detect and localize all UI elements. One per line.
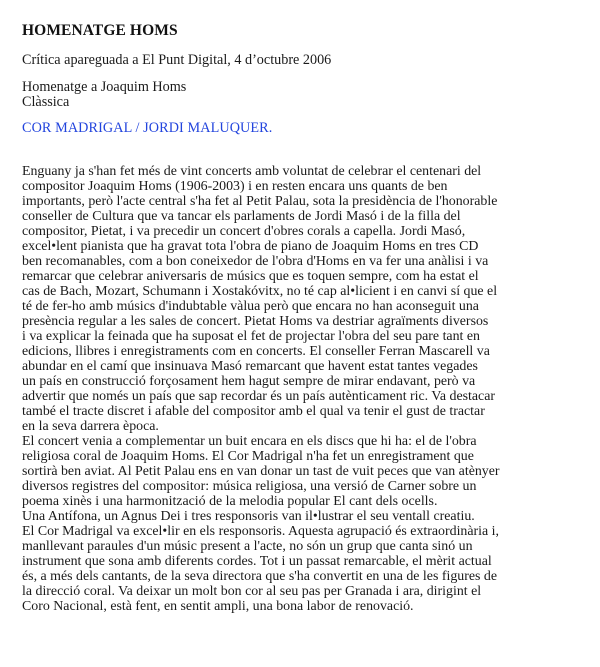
body-line: instrument que sona amb diferents cordes. Tot i un passat remarcable, el mèrit actual	[22, 554, 492, 569]
body-line: la direcció coral. Va deixar un molt bon cor al seu pas per Granada i ara, dirigint el	[22, 584, 482, 599]
body-line: edicions, llibres i enregistraments com en concerts. El conseller Ferran Mascarell va	[22, 344, 490, 359]
body-line: poema xinès i una harmonització de la melodia popular El cant dels ocells.	[22, 494, 438, 509]
body-line: Una Antífona, un Agnus Dei i tres responsoris van il•lustrar el seu ventall creatiu.	[22, 509, 475, 524]
body-line: també el tracte discret i afable del compositor amb el qual va tenir el gust de tractar	[22, 404, 485, 419]
body-line: religiosa coral de Joaquim Homs. El Cor Madrigal n'ha fet un enregistrament que	[22, 449, 474, 464]
body-line: Coro Nacional, està fent, en sentit ampli, una bona labor de renovació.	[22, 599, 414, 614]
performers-link[interactable]: COR MADRIGAL / JORDI MALUQUER.	[22, 120, 273, 136]
body-line: Enguany ja s'han fet més de vint concerts amb voluntat de celebrar el centenari del	[22, 164, 482, 179]
body-line: presència regular a les sales de concert. Pietat Homs va destriar agraïments diversos	[22, 314, 489, 329]
body-line: i va explicar la feinada que ha suposat el fet de projectar l'obra del seu pare tant en	[22, 329, 480, 344]
body-line: manllevant paraules d'un músic present a l'acte, no són un grup que canta sinó un	[22, 539, 473, 554]
body-line: té de fer-ho amb músics d'indubtable vàlua però que encara no han aconseguit una	[22, 299, 479, 314]
body-line: compositor Joaquim Homs (1906-2003) i en resten encara uns quants de ben	[22, 179, 448, 194]
body-line: remarcar que celebrar aniversaris de músics que es toquen sempre, com ha estat el	[22, 269, 479, 284]
body-line: abundar en el camí que insinuava Masó remarcant que havent estat tantes vegades	[22, 359, 478, 374]
body-line: conseller de Cultura que va tancar els parlaments de Jordi Masó i de la filla del	[22, 209, 461, 224]
body-line: excel•lent pianista que ha gravat tota l'obra de piano de Joaquim Homs en tres CD	[22, 239, 479, 254]
article-meta	[22, 80, 580, 109]
article-category: Clàssica	[22, 93, 70, 110]
body-line: un país en construcció forçosament hem hagut sempre de mirar endavant, però va	[22, 374, 476, 389]
body-line: en la seva darrera època.	[22, 419, 159, 434]
body-line: compositor, Pietat, i va precedir un concert d'obres corals a capella. Jordi Masó,	[22, 224, 466, 239]
body-line: és, a més dels cantants, de la seva directora que s'ha convertit en una de les figures de	[22, 569, 497, 584]
body-line: El Cor Madrigal va excel•lir en els responsoris. Aquesta agrupació és extraordinària i,	[22, 524, 499, 539]
article-source: Crítica apareguada a El Punt Digital, 4 d’octubre 2006	[22, 52, 332, 68]
body-line: diversos registres del compositor: música religiosa, una versió de Carner sobre un	[22, 479, 477, 494]
article-body	[22, 164, 580, 614]
body-line: El concert venia a complementar un buit encara en els discs que hi ha: el de l'obra	[22, 434, 477, 449]
body-line: sortirà ben aviat. Al Petit Palau ens en van donar un tast de vuit peces que van atènyer	[22, 464, 500, 479]
article-subtitle: Homenatge a Joaquim Homs	[22, 79, 187, 95]
body-line: advertir que només un país que sap recordar és un país autènticament ric. Va destacar	[22, 389, 495, 404]
body-line: importants, però l'acte central s'ha fet al Petit Palau, sota la presidència de l'honorable	[22, 194, 498, 209]
body-line: ben recomanables, com a bon coneixedor de l'obra d'Homs en va fer una anàlisi i va	[22, 254, 489, 269]
article-title: HOMENATGE HOMS	[22, 22, 178, 39]
body-line: cas de Bach, Mozart, Schumann i Xostakóvitx, no té cap al•licient i en canvi sí que el	[22, 284, 498, 299]
